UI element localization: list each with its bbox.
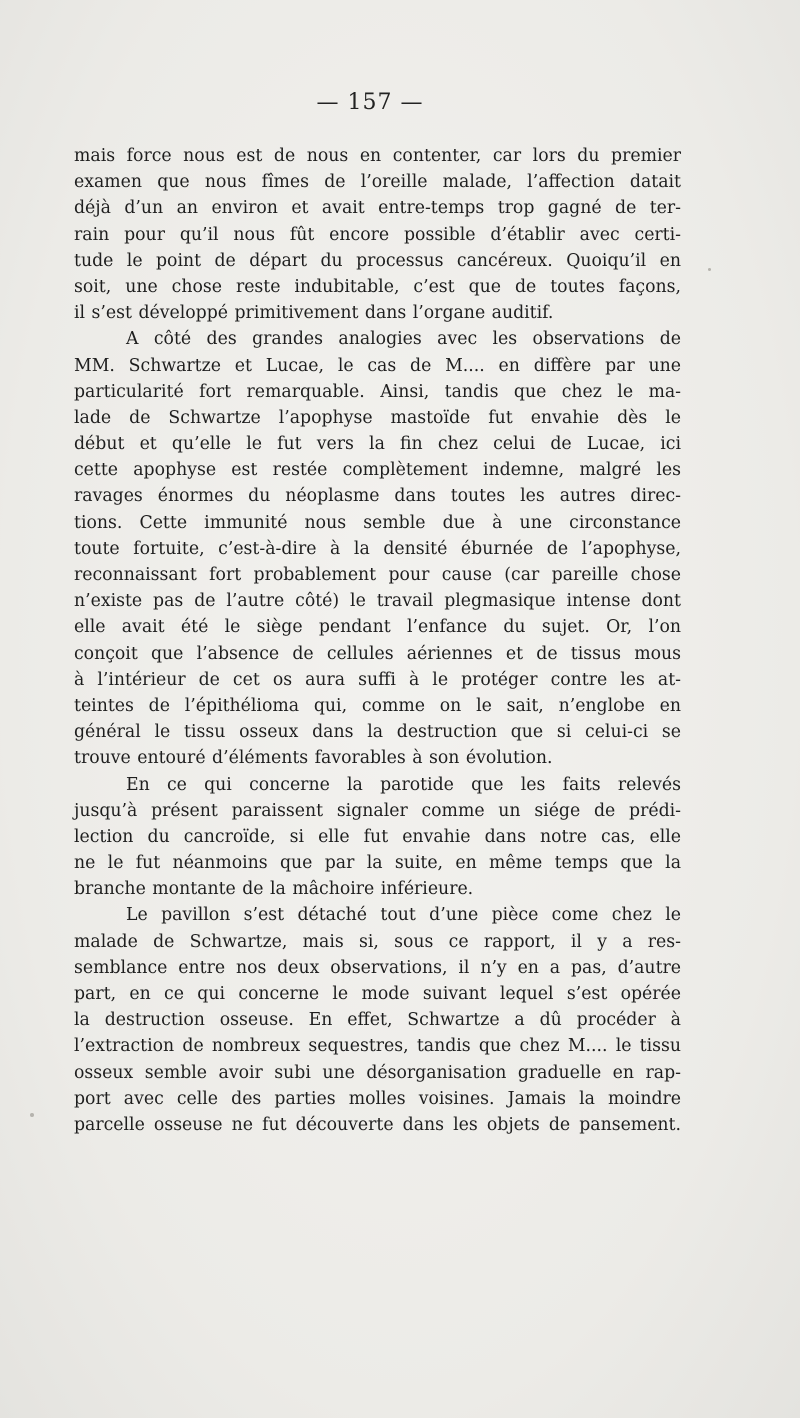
text-line: branche montante de la mâchoire inférieure. [74, 879, 474, 900]
text-line: ravages énormes du néoplasme dans toutes les autres direc- [74, 486, 681, 507]
text-line: l’extraction de nombreux sequestres, tandis que chez M.... le tissu [74, 1036, 681, 1057]
text-line: jusqu’à présent paraissent signaler comme un siége de prédi- [74, 800, 681, 821]
text-line: tions. Cette immunité nous semble due à une circonstance [74, 512, 681, 533]
paper-speck [708, 268, 711, 271]
text-line: conçoit que l’absence de cellules aériennes et de tissus mous [74, 643, 681, 664]
text-line: n’existe pas de l’autre côté) le travail plegmasique intense dont [74, 591, 681, 612]
text-line: la destruction osseuse. En effet, Schwartze a dû procéder à [74, 1010, 681, 1031]
text-line: examen que nous fîmes de l’oreille malade, l’affection datait [74, 172, 681, 193]
text-line: rain pour qu’il nous fût encore possible d’établir avec certi- [74, 224, 681, 245]
text-line: teintes de l’épithélioma qui, comme on le sait, n’englobe en [74, 695, 681, 716]
text-line: cette apophyse est restée complètement indemne, malgré les [74, 460, 681, 481]
text-line: tude le point de départ du processus cancéreux. Quoiqu’il en [74, 250, 681, 271]
text-line: soit, une chose reste indubitable, c’est que de toutes façons, [74, 276, 681, 297]
text-line: déjà d’un an environ et avait entre-temps trop gagné de ter- [74, 198, 681, 219]
text-line: lection du cancroïde, si elle fut envahie dans notre cas, elle [74, 826, 681, 847]
text-line: particularité fort remarquable. Ainsi, tandis que chez le ma- [74, 381, 681, 402]
text-line: trouve entouré d’éléments favorables à son évolution. [74, 748, 553, 769]
text-line: part, en ce qui concerne le mode suivant lequel s’est opérée [74, 984, 681, 1004]
text-line: lade de Schwartze l’apophyse mastoïde fut envahie dès le [74, 407, 681, 428]
text-line: parcelle osseuse ne fut découverte dans les objets de pansement. [74, 1114, 681, 1135]
text-line: malade de Schwartze, mais si, sous ce rapport, il y a res- [74, 931, 681, 952]
text-line: toute fortuite, c’est-à-dire à la densité éburnée de l’apophyse, [74, 538, 681, 559]
text-line: mais force nous est de nous en contenter, car lors du premier [74, 146, 681, 166]
text-line: à l’intérieur de cet os aura suffi à le protéger contre les at- [74, 669, 681, 690]
text-line: reconnaissant fort probablement pour cause (car pareille chose [74, 565, 681, 585]
text-line: il s’est développé primitivement dans l’organe auditif. [74, 303, 554, 324]
text-line: En ce qui concerne la parotide que les faits relevés [126, 774, 681, 795]
text-line: MM. Schwartze et Lucae, le cas de M.... en diffère par une [74, 355, 681, 376]
text-line: Le pavillon s’est détaché tout d’une pièce come chez le [126, 905, 681, 926]
text-line: elle avait été le siège pendant l’enfance du sujet. Or, l’on [74, 617, 681, 638]
page-number: — 157 — [316, 90, 424, 115]
text-line: A côté des grandes analogies avec les observations de [126, 329, 681, 350]
text-line: général le tissu osseux dans la destruction que si celui-ci se [74, 722, 681, 743]
paper-speck [30, 1113, 34, 1117]
text-line: port avec celle des parties molles voisines. Jamais la moindre [74, 1088, 681, 1109]
body-text [74, 143, 681, 1138]
text-line: semblance entre nos deux observations, il n’y en a pas, d’autre [74, 957, 681, 978]
text-line: osseux semble avoir subi une désorganisation graduelle en rap- [74, 1062, 681, 1083]
text-line: début et qu’elle le fut vers la fin chez celui de Lucae, ici [74, 434, 681, 455]
text-line: ne le fut néanmoins que par la suite, en même temps que la [74, 853, 681, 874]
